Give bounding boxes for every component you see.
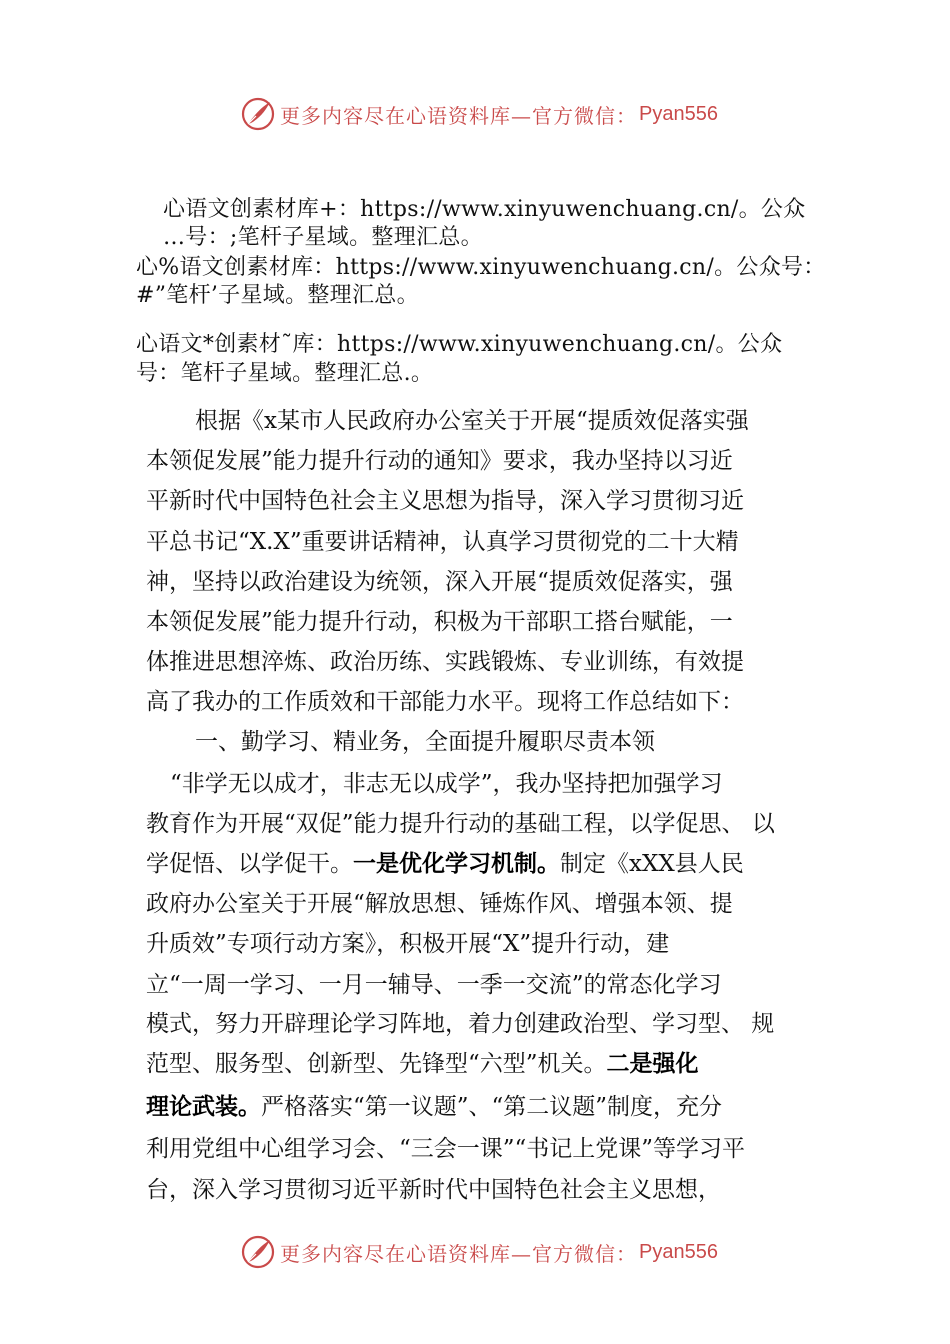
watermark-wechat-id: Pyan556	[639, 102, 718, 125]
source-note-2-line2: #”笔杆’子星域。整理汇总。	[136, 283, 419, 308]
body-line-9	[146, 1092, 722, 1122]
body-line-10: 利用党组中心组学习会、“三会一课”“书记上党课”等学习平	[146, 1136, 746, 1162]
intro-line-2: 本领促发展”能力提升行动的通知》要求，我办坚持以习近	[146, 448, 733, 474]
key-point-1: 一是优化学习机制。	[353, 851, 560, 877]
watermark-text: 更多内容尽在心语资料库—官方微信：	[280, 103, 637, 128]
header-watermark	[240, 94, 718, 134]
body-line-5: 升质效”专项行动方案》，积极开展“X”提升行动，建	[146, 931, 670, 957]
source-note-2-line1: 心%语文创素材库：https://www.xinyuwenchuang.cn/。公众号：	[136, 255, 826, 280]
intro-line-3: 平新时代中国特色社会主义思想为指导，深入学习贯彻习近	[146, 488, 744, 514]
source-note-3-line1: 心语文*创素材˜库：https://www.xinyuwenchuang.cn/。公众	[136, 332, 783, 357]
watermark-text: 更多内容尽在心语资料库—官方微信：	[280, 1241, 637, 1266]
footer-watermark	[240, 1232, 718, 1272]
source-note-1-line1: 心语文创素材库+：https://www.xinyuwenchuang.cn/。公众	[163, 197, 806, 222]
feather-pen-logo-icon	[240, 1234, 276, 1270]
intro-line-6: 本领促发展”能力提升行动，积极为干部职工搭台赋能，一	[146, 609, 733, 635]
body-text: 范型、服务型、创新型、先锋型“六型”机关。	[146, 1051, 607, 1077]
body-line-4: 政府办公室关于开展“解放思想、锤炼作风、增强本领、提	[146, 891, 733, 917]
key-point-2-part2: 理论武装。	[146, 1094, 261, 1120]
body-line-3	[146, 849, 744, 879]
intro-line-5: 神，坚持以政治建设为统领，深入开展“提质效促落实，强	[146, 569, 733, 595]
key-point-2-part1: 二是强化	[606, 1051, 699, 1077]
intro-line-8: 高了我办的工作质效和干部能力水平。现将工作总结如下：	[146, 689, 744, 715]
watermark-wechat-id: Pyan556	[639, 1240, 718, 1263]
body-line-8	[146, 1049, 699, 1079]
body-text: 严格落实“第一议题”、“第二议题”制度，充分	[261, 1094, 723, 1120]
source-note-1-line2: …号：;笔杆子星域。整理汇总。	[163, 225, 483, 250]
body-line-11: 台，深入学习贯彻习近平新时代中国特色社会主义思想，	[146, 1177, 721, 1203]
body-text: 学促悟、以学促干。	[146, 851, 353, 877]
body-text: 制定《xXX县人民	[560, 851, 744, 877]
intro-line-7: 体推进思想淬炼、政治历练、实践锻炼、专业训练，有效提	[146, 649, 744, 675]
section-heading-1: 一、勤学习、精业务，全面提升履职尽责本领	[195, 729, 655, 755]
body-line-1: “非学无以成才，非志无以成学”，我办坚持把加强学习	[170, 771, 723, 797]
intro-line-1: 根据《x某市人民政府办公室关于开展“提质效促落实强	[195, 408, 749, 434]
body-line-2: 教育作为开展“双促”能力提升行动的基础工程，以学促思、 以	[146, 811, 775, 837]
source-note-3-line2: 号：笔杆子星域。整理汇总.。	[136, 361, 434, 386]
body-line-6: 立“一周一学习、一月一辅导、一季一交流”的常态化学习	[146, 972, 722, 998]
intro-line-4: 平总书记“X.X”重要讲话精神，认真学习贯彻党的二十大精	[146, 529, 739, 555]
body-line-7: 模式，努力开辟理论学习阵地，着力创建政治型、学习型、 规	[146, 1011, 775, 1037]
feather-pen-logo-icon	[240, 96, 276, 132]
